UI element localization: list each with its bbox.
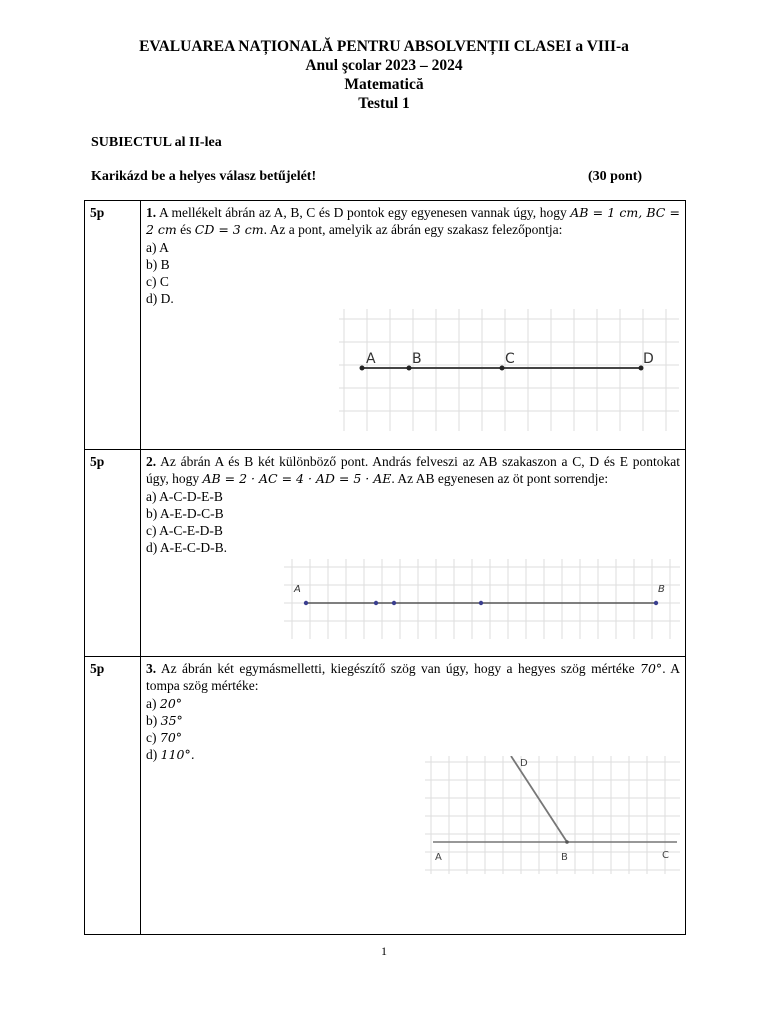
answer-option-c[interactable]: c) A-C-E-D-B [146,523,223,539]
grid [284,559,680,639]
point-b [407,365,412,370]
total-points: (30 pont) [588,169,643,184]
label-c: C [505,350,515,367]
label-a: A [435,851,442,863]
question-text-part: és [180,222,192,238]
answer-option-d[interactable]: d) D. [146,291,174,307]
question-number: 1. [146,205,157,220]
answer-options [146,695,680,764]
question-body [141,450,686,657]
answer-option-d[interactable]: d) A-E-C-D-B. [146,540,227,556]
label-a: A [366,350,376,367]
question-number: 3. [146,661,157,676]
question-number: 2. [146,454,157,469]
math-expression: 70° [640,661,663,676]
label-b: B [561,851,568,863]
question-text-part: Az ábrán A és B két különböző pont. András felveszi az AB szakaszon a C, D és E pontokat úgy, hogy [146,454,680,487]
option-value: 110°. [160,747,195,763]
figure-segment-ab [284,559,680,639]
option-value: 70° [159,730,183,746]
question-text [146,204,680,239]
label-d: D [643,350,654,367]
section-title: SUBIECTUL al II-lea [91,135,222,150]
point-d [392,601,396,605]
question-row-1 [85,201,686,450]
question-row-2 [85,450,686,657]
label-a: A [294,583,301,595]
option-letter: d) [146,747,161,763]
question-text-part: . Az a pont, amelyik az ábrán egy szakasz felezőpontja: [263,222,563,238]
question-row-3 [85,657,686,935]
answer-option-b[interactable]: b) B [146,256,170,272]
answer-option-b[interactable]: b) A-E-D-C-B [146,505,224,521]
grid [339,309,679,431]
answer-option-a[interactable] [146,695,680,712]
answer-option-c[interactable]: c) C [146,274,169,290]
point-e [374,601,378,605]
answer-option-a[interactable]: a) A-C-D-E-B [146,488,223,504]
option-value: 35° [160,712,183,728]
test-number: Testul 1 [358,95,410,112]
grid [425,756,680,874]
point-a [360,365,365,370]
question-points: 5p [85,657,141,935]
answer-options [146,239,680,308]
question-text-part: . A tompa szög mértéke: [146,661,681,694]
subject-name: Matematică [344,76,424,93]
exam-title: EVALUAREA NAȚIONALĂ PENTRU ABSOLVENȚII CLASEI a VIII-a [139,38,629,55]
label-d: D [520,757,528,769]
math-expression: AB = 2 · AC = 4 · AD = 5 · AE [202,471,392,487]
answer-option-b[interactable] [146,712,680,729]
figure-collinear-points [339,309,679,431]
instruction: Karikázd be a helyes válasz betűjelét! [91,169,317,184]
point-b [565,840,569,844]
option-letter: a) [146,695,160,711]
math-expression: CD = 3 cm [194,222,264,238]
label-b: B [412,350,422,367]
answer-option-a[interactable]: a) A [146,239,169,255]
page-number: 1 [381,944,387,958]
option-letter: b) [146,712,161,728]
question-body [141,201,686,450]
point-a [304,601,308,605]
label-b: B [658,583,665,595]
question-text-part: . Az AB egyenesen az öt pont sorrendje: [391,471,609,487]
point-b [654,601,658,605]
question-text-part: Az ábrán két egymásmelletti, kiegészítő szög van úgy, hogy a hegyes szög mértéke [160,661,635,676]
figure-supplementary-angles [425,756,680,874]
school-year: Anul şcolar 2023 – 2024 [305,57,463,74]
label-c: C [662,849,669,861]
question-text-part: A mellékelt ábrán az A, B, C és D pontok egy egyenesen vannak úgy, hogy [158,205,567,220]
question-points: 5p [85,450,141,657]
question-points: 5p [85,201,141,450]
math-expression: AB = 1 cm, BC = 2 cm [146,205,681,238]
question-body [141,657,686,935]
answer-option-c[interactable] [146,729,680,746]
point-c [500,365,505,370]
questions-table [84,200,686,935]
question-text [146,453,680,488]
point-c [479,601,483,605]
answer-options [146,488,680,557]
question-text [146,660,680,695]
option-value: 20° [159,695,183,711]
option-letter: c) [146,730,160,746]
